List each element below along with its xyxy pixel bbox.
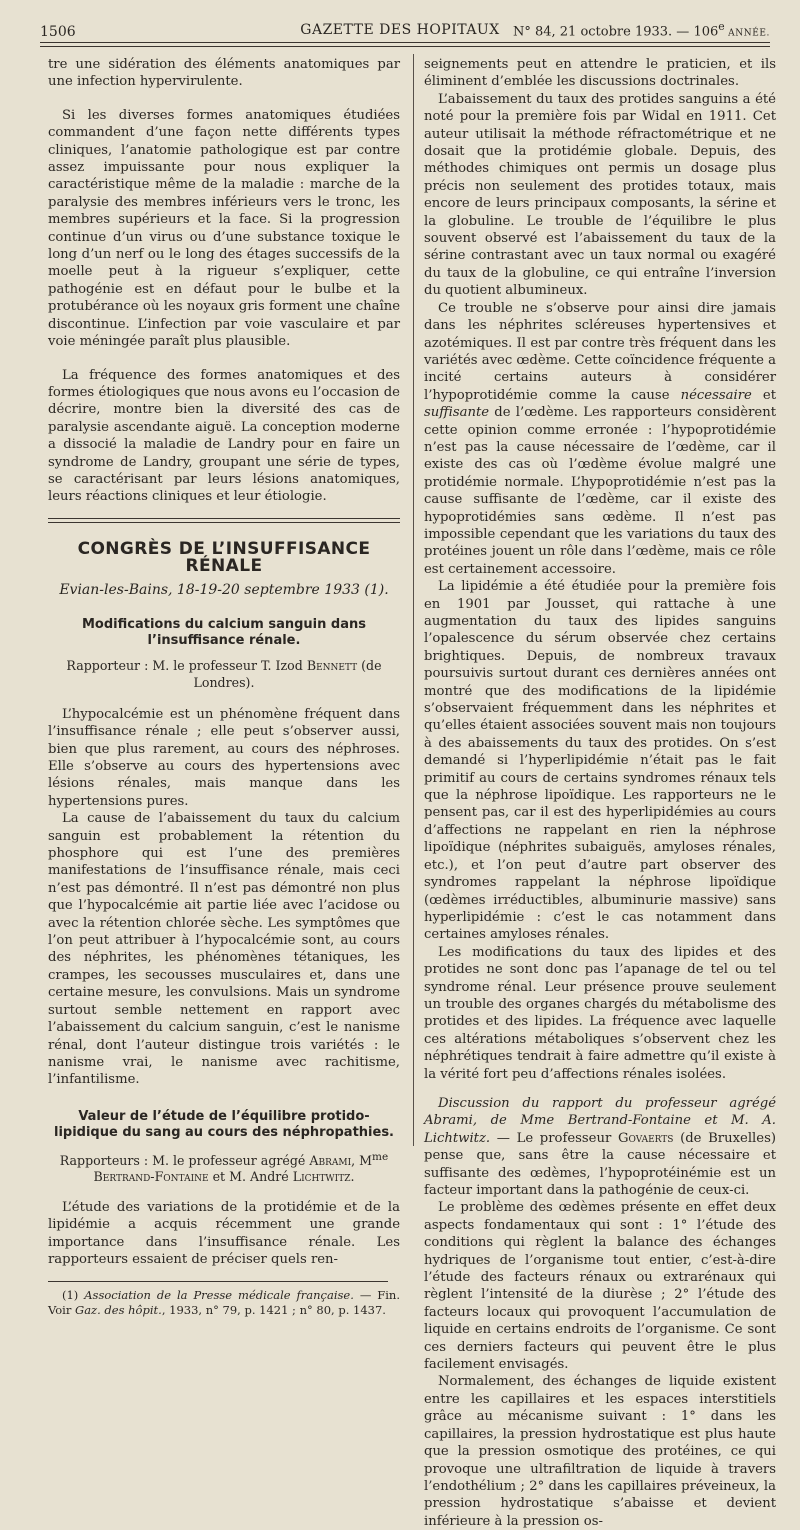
para-italic: nécessaire xyxy=(680,387,752,403)
section-title-protido-lipidique: Valeur de l’étude de l’équilibre protido-lipidique du sang au cours des néphropathies. xyxy=(54,1108,394,1140)
rap-text: Rapporteur : M. le professeur T. Izod xyxy=(66,657,307,673)
rapporteurs-line xyxy=(48,1149,400,1185)
section-title-calcium: Modifications du calcium sanguin dans l’insuffisance rénale. xyxy=(81,616,366,648)
disc-italic: Discussion du rapport du professeur agrégé Abrami, de Mme Bertrand-Fontaine et M. A. Lichtwitz. xyxy=(424,1095,776,1146)
rap-name: Abrami xyxy=(309,1152,352,1168)
issue-annee: ANNÉE. xyxy=(724,28,770,39)
disc-text: — Le professeur xyxy=(490,1130,618,1146)
left-column xyxy=(48,56,400,1318)
right-column xyxy=(424,56,776,1530)
rap-name: Bertrand-Fontaine xyxy=(93,1168,209,1184)
footnote-rule xyxy=(48,1281,388,1282)
paragraph xyxy=(424,300,776,579)
para-text: Ce trouble ne s’observe pour ainsi dire jamais dans les néphrites scléreuses hypertensives et azotémiques. Il est par contre très fréquent dans les variétés avec œdème. Cette coïncidence fréquente a incité certains auteurs à considérer l’hypoprotidémie comme la cause xyxy=(424,300,777,403)
paragraph: L’étude des variations de la protidémie et de la lipidémie a acquis récemment une grande importance dans l’insuffisance rénale. Les rapporteurs essaient de préciser quels ren- xyxy=(48,1199,400,1268)
fn-italic: Gaz. des hôpit. xyxy=(75,1302,162,1317)
column-divider xyxy=(413,54,414,1146)
footnote xyxy=(48,1288,400,1318)
disc-text: (de Bruxelles) pense que, sans être la cause nécessaire et suffisante des œdèmes, l’hypoprotéinémie est un facteur important dans la pathogénie de ceux-ci. xyxy=(424,1130,776,1198)
paragraph: La lipidémie a été étudiée pour la première fois en 1901 par Jousset, qui rattache à une augmentation du taux des lipides sanguins l’opalescence du sérum observée chez certains brightiques. Depuis, de nombreux travaux poursuivis surtout durant ces dernières années ont montré que des modifications de la lipidémie s’observaient fréquemment dans les néphrites et qu’elles étaient associées souvent mais non toujours à des abaissements du taux des protides. On s’est demandé si l’hyperlipidémie n’était pas le fait primitif au cours de certains syndromes rénaux tels que la néphrose lipoïdique. Les rapporteurs ne le pensent pas, car il est des hyperlipidémies au cours d’affections ne rappelant en rien la néphrose lipoïdique (néphrites subaiguës, amyloses rénales, etc.), et l’on peut d’autre part observer des syndromes rappelant la néphrose lipoïdique (œdèmes irréductibles, albuminurie massive) sans hyperlipidémie : c’est le cas notamment dans certaines amyloses rénales. xyxy=(424,579,776,943)
rap-name: Bennett xyxy=(306,657,358,673)
fn-text: (1) xyxy=(62,1287,85,1302)
paragraph: Les modifications du taux des lipides et des protides ne sont donc pas l’apanage de tel ou tel syndrome rénal. Leur présence prouve seulement un trouble des organes chargés du métabolisme des protides et des lipides. La fréquence avec laquelle ces altérations métaboliques s’observent chez les néphrétiques tendrait à faire admettre qu’il existe à la vérité fort peu d’affections rénales isolées. xyxy=(424,944,776,1082)
paragraph: L’hypocalcémie est un phénomène fréquent dans l’insuffisance rénale ; elle peut s’observer aussi, bien que plus rarement, au cours des néphroses. Elle s’observe au cours des hypertensions avec lésions rénales, mais manque dans les hypertensions pures. xyxy=(48,706,400,809)
header-rule xyxy=(40,42,770,43)
rap-text: . xyxy=(350,1168,355,1184)
rap-sup: me xyxy=(372,1150,389,1163)
paragraph: Le problème des œdèmes présente en effet deux aspects fondamentaux qui sont : 1° l’étude des conditions qui règlent la balance des échanges hydriques de l’organisme tout entier, c’est-à-dire l’étude des facteurs rénaux ou extrarénaux qui règlent l’intensité de la diurèse ; 2° l’étude des facteurs locaux qui provoquent l’accumulation de liquide en certains endroits de l’organisme. Ce sont ces derniers facteurs qui peuvent être le plus facilement envisagés. xyxy=(424,1200,776,1373)
paragraph: seignements peut en attendre le praticien, et ils éliminent d’emblée les discussions doctrinales. xyxy=(424,57,776,90)
paragraph: tre une sidération des éléments anatomiques par une infection hypervirulente. xyxy=(48,57,400,90)
section-double-rule xyxy=(48,518,400,523)
rap-name: Lichtwitz xyxy=(292,1168,351,1184)
running-header xyxy=(30,14,770,40)
discussion-paragraph xyxy=(424,1095,776,1199)
issue-info xyxy=(513,20,770,39)
para-text: et xyxy=(751,387,777,403)
rap-origin: (de Londres). xyxy=(193,657,382,691)
page-number: 1506 xyxy=(40,24,76,40)
rap-text: , M xyxy=(351,1152,373,1168)
paragraph: La cause de l’abaissement du taux du calcium sanguin est probablement la rétention du phosphore qui est l’une des premières manifestations de l’insuffisance rénale, mais ceci n’est pas démontré. Il n’est pas démontré non plus que l’hypocalcémie ait partie liée avec l’acidose ou avec la rétention chlorée sèche. Les symptômes que l’on peut attribuer à l’hypocalcémie sont, au cours des néphrites, les phénomènes tétaniques, les crampes, les secousses musculaires et, dans une certaine mesure, les convulsions. Mais un syndrome surtout semble nettement en rapport avec l’abaissement du calcium sanguin, c’est le nanisme rénal, dont l’auteur distingue trois variétés : le nanisme vrai, le nanisme avec rachitisme, l’infantilisme. xyxy=(48,811,400,1088)
paragraph: L’abaissement du taux des protides sanguins a été noté pour la première fois par Widal en 1911. Cet auteur utilisait la méthode réfractométrique et ne dosait que la protidémie globale. Depuis, des méthodes chimiques ont permis un dosage plus précis non seulement des protides totaux, mais encore de leurs principaux composants, la sérine et la globuline. Le trouble de l’équilibre le plus souvent observé est l’abaissement du taux de la sérine contrastant avec un taux normal ou exagéré du taux de la globuline, ce qui entraîne l’inversion du quotient albumineux. xyxy=(424,91,776,299)
congres-title: CONGRÈS DE L’INSUFFISANCE RÉNALE xyxy=(77,538,371,577)
paragraph: Si les diverses formes anatomiques étudiées commandent d’une façon nette différents types cliniques, l’anatomie pathologique est par contre assez impuissante pour nous expliquer la caractéristique même de la maladie : marche de la paralysie des membres inférieurs vers le tronc, les membres supérieurs et la face. Si la progression continue d’un virus ou d’une substance toxique le long d’un nerf ou le long des étages successifs de la moelle peut à la rigueur s’expliquer, cette pathogénie est en défaut pour le bulbe et la protubérance où les noyaux gris forment une chaîne discontinue. L’infection par voie vasculaire et par voie méningée paraît plus plausible. xyxy=(48,107,400,350)
fn-text: — Fin. Voir xyxy=(48,1287,400,1317)
rap-text: Rapporteurs : M. le professeur agrégé xyxy=(59,1152,310,1168)
paragraph: Normalement, des échanges de liquide existent entre les capillaires et les espaces interstitiels grâce au mécanisme suivant : 1° dans les capillaires, la pression hydrostatique est plus haute que la pression osmotique des protéines, ce qui provoque une ultrafiltration de liquide à travers l’endothélium ; 2° dans les capillaires préveineux, la pression hydrostatique s’abaisse et devient inférieure à la pression os- xyxy=(424,1374,776,1529)
header-rule-thin xyxy=(40,46,770,47)
para-italic: suffisante xyxy=(424,405,490,421)
rapporteur-line xyxy=(48,657,400,692)
journal-name: GAZETTE DES HOPITAUX xyxy=(300,22,500,38)
issue-text: N° 84, 21 octobre 1933. — 106 xyxy=(512,24,719,40)
fn-text: , 1933, n° 79, p. 1421 ; n° 80, p. 1437. xyxy=(161,1302,386,1317)
fn-italic: Association de la Presse médicale française. xyxy=(84,1287,354,1302)
disc-name: Govaerts xyxy=(617,1130,674,1146)
rap-text: et M. André xyxy=(208,1168,293,1184)
issue-sup: e xyxy=(718,20,725,33)
congres-place: Evian-les-Bains, 18-19-20 septembre 1933 (1). xyxy=(59,581,389,598)
para-text: de l’œdème. Les rapporteurs considèrent cette opinion comme erronée : l’hypoprotidémie n’est pas la cause nécessaire de l’œdème, car il existe des cas où l’œdème évolue malgré une protidémie normale. L’hypoprotidémie n’est pas la cause suffisante de l’œdème, car il existe des hypoprotidémies sans œdème. Il n’est pas impossible cependant que les variations du taux des protéines jouent un rôle dans l’œdème, mais ce rôle est certainement accessoire. xyxy=(424,405,776,577)
paragraph: La fréquence des formes anatomiques et des formes étiologiques que nous avons eu l’occasion de décrire, montre bien la diversité des cas de paralysie ascendante aiguë. La conception moderne a dissocié la maladie de Landry pour en faire un syndrome de Landry, groupant une série de types, se caractérisant par leurs lésions anatomiques, leurs réactions cliniques et leur étiologie. xyxy=(48,367,400,505)
